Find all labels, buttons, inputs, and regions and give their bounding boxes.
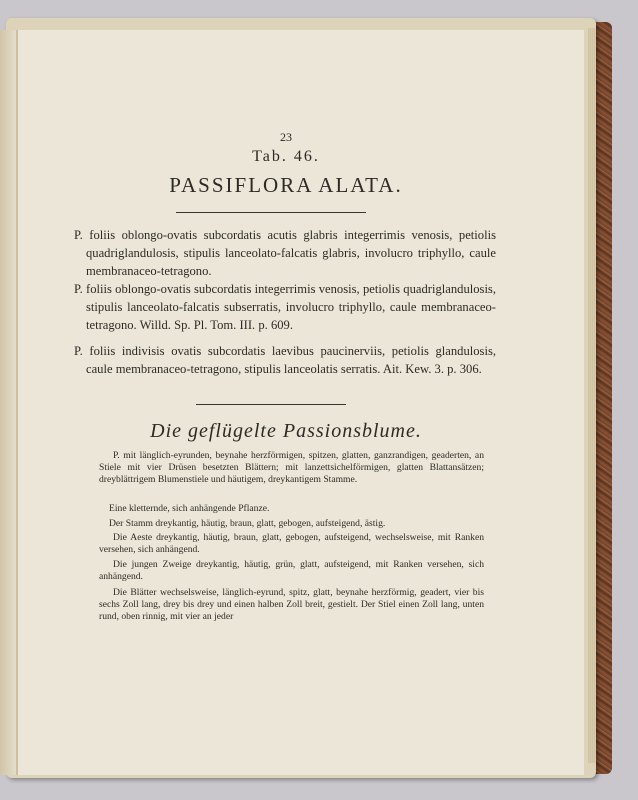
synonym-1: P. foliis oblongo-ovatis subcordatis acutis glabris integerrimis venosis, petiolis quadriglandulosis, stipulis lanceolato-falcatis glabris, involucro triphyllo, caule membranaceo-tetragono. <box>74 228 496 278</box>
title-rule <box>176 212 366 213</box>
page-title: PASSIFLORA ALATA. <box>169 173 403 197</box>
synonym-2: P. foliis oblongo-ovatis subcordatis integerrimis venosis, petiolis quadriglandulosis, stipulis lanceolato-falcatis subserratis, involucro triphyllo, caule membranaceo-tetragono. Willd. Sp. Pl. Tom. III. p. 609. <box>74 282 496 332</box>
german-heading: Die geflügelte Passionsblume. <box>150 420 422 442</box>
description-paragraph-5: Die jungen Zweige dreykantig, häutig, grün, glatt, aufsteigend, mit Ranken versehen, sich anhängend. <box>99 559 484 582</box>
description-paragraph-6: Die Blätter wechselsweise, länglich-eyrund, spitz, glatt, beynahe herzförmig, geadert, vier bis sechs Zoll lang, drey bis drey und einen halben Zoll breit, gestielt. Der Stiel einen Zoll lang, unten rund, oben rinnig, mit vier an jeder <box>99 587 484 622</box>
description-paragraph-1: P. mit länglich-eyrunden, beynahe herzförmigen, spitzen, glatten, ganzrandigen, geaderten, an Stiele mit vier Drüsen besetzten Blättern; mit lanzettsichelförmigen, glatten Blattansätzen; dreyblättrigem Blumenstiele und häutigem, dreykantigem Stamme. <box>99 450 484 485</box>
section-rule <box>196 404 346 405</box>
page-content <box>18 30 584 775</box>
synonym-3: P. foliis indivisis ovatis subcordatis laevibus paucinerviis, petiolis glandulosis, caule membranaceo-tetragono, stipulis lanceolatis serratis. Ait. Kew. 3. p. 306. <box>74 344 496 376</box>
plate-number: Tab. 46. <box>252 148 320 165</box>
description-paragraph-3: Der Stamm dreykantig, häutig, braun, glatt, gebogen, aufsteigend, ästig. <box>109 518 386 529</box>
description-paragraph-4: Die Aeste dreykantig, häutig, braun, glatt, gebogen, aufsteigend, wechselsweise, mit Ranken versehen, sich anhängend. <box>99 532 484 555</box>
page-number: 23 <box>280 130 292 144</box>
book-page <box>16 30 584 775</box>
description-paragraph-2: Eine kletternde, sich anhängende Pflanze. <box>109 503 270 514</box>
